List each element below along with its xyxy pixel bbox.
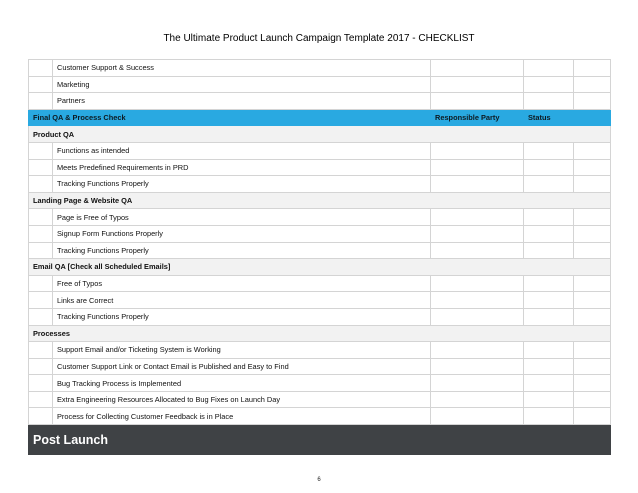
indent-cell	[29, 308, 53, 325]
status-cell[interactable]	[524, 342, 574, 359]
indent-cell	[29, 209, 53, 226]
responsible-cell[interactable]	[431, 60, 524, 77]
section-row	[29, 325, 611, 342]
responsible-cell[interactable]	[431, 76, 524, 93]
responsible-cell[interactable]	[431, 408, 524, 425]
table-row	[29, 408, 611, 425]
check-cell[interactable]	[574, 342, 611, 359]
indent-cell	[29, 176, 53, 193]
responsible-cell[interactable]	[431, 159, 524, 176]
indent-cell	[29, 159, 53, 176]
page-number: 6	[317, 477, 321, 483]
checklist-table	[28, 59, 611, 455]
check-cell[interactable]	[574, 391, 611, 408]
header-status: Status	[524, 109, 574, 126]
table-row	[29, 242, 611, 259]
list-item: Partners	[53, 93, 431, 110]
list-item: Extra Engineering Resources Allocated to Bug Fixes on Launch Day	[53, 391, 431, 408]
responsible-cell[interactable]	[431, 375, 524, 392]
table-row	[29, 275, 611, 292]
responsible-cell[interactable]	[431, 176, 524, 193]
table-row	[29, 292, 611, 309]
table-row	[29, 391, 611, 408]
table-row	[29, 76, 611, 93]
table-row	[29, 375, 611, 392]
responsible-cell[interactable]	[431, 308, 524, 325]
list-item: Links are Correct	[53, 292, 431, 309]
check-cell[interactable]	[574, 142, 611, 159]
responsible-cell[interactable]	[431, 209, 524, 226]
check-cell[interactable]	[574, 93, 611, 110]
table-row	[29, 60, 611, 77]
status-cell[interactable]	[524, 93, 574, 110]
status-cell[interactable]	[524, 76, 574, 93]
section-title: Processes	[29, 325, 611, 342]
check-cell[interactable]	[574, 375, 611, 392]
table-row	[29, 176, 611, 193]
indent-cell	[29, 342, 53, 359]
list-item: Meets Predefined Requirements in PRD	[53, 159, 431, 176]
header-label: Final QA & Process Check	[29, 109, 431, 126]
header-blank	[574, 109, 611, 126]
post-launch-row	[29, 425, 611, 455]
status-cell[interactable]	[524, 159, 574, 176]
responsible-cell[interactable]	[431, 142, 524, 159]
list-item: Marketing	[53, 76, 431, 93]
responsible-cell[interactable]	[431, 292, 524, 309]
list-item: Tracking Functions Properly	[53, 176, 431, 193]
status-cell[interactable]	[524, 375, 574, 392]
indent-cell	[29, 292, 53, 309]
indent-cell	[29, 60, 53, 77]
table-row	[29, 342, 611, 359]
check-cell[interactable]	[574, 358, 611, 375]
status-cell[interactable]	[524, 391, 574, 408]
responsible-cell[interactable]	[431, 275, 524, 292]
section-title: Landing Page & Website QA	[29, 192, 611, 209]
table-row	[29, 159, 611, 176]
indent-cell	[29, 142, 53, 159]
list-item: Free of Typos	[53, 275, 431, 292]
section-title: Email QA [Check all Scheduled Emails]	[29, 259, 611, 276]
check-cell[interactable]	[574, 275, 611, 292]
responsible-cell[interactable]	[431, 93, 524, 110]
status-cell[interactable]	[524, 242, 574, 259]
document-title: The Ultimate Product Launch Campaign Template 2017 - CHECKLIST	[163, 33, 475, 44]
table-row	[29, 209, 611, 226]
status-cell[interactable]	[524, 142, 574, 159]
list-item: Process for Collecting Customer Feedback is in Place	[53, 408, 431, 425]
indent-cell	[29, 375, 53, 392]
check-cell[interactable]	[574, 159, 611, 176]
indent-cell	[29, 391, 53, 408]
status-cell[interactable]	[524, 60, 574, 77]
status-cell[interactable]	[524, 225, 574, 242]
indent-cell	[29, 408, 53, 425]
list-item: Customer Support Link or Contact Email is Published and Easy to Find	[53, 358, 431, 375]
check-cell[interactable]	[574, 176, 611, 193]
section-row	[29, 192, 611, 209]
list-item: Signup Form Functions Properly	[53, 225, 431, 242]
list-item: Customer Support & Success	[53, 60, 431, 77]
indent-cell	[29, 76, 53, 93]
status-cell[interactable]	[524, 209, 574, 226]
responsible-cell[interactable]	[431, 242, 524, 259]
check-cell[interactable]	[574, 209, 611, 226]
responsible-cell[interactable]	[431, 225, 524, 242]
indent-cell	[29, 225, 53, 242]
list-item: Tracking Functions Properly	[53, 242, 431, 259]
table-row	[29, 93, 611, 110]
section-row	[29, 126, 611, 143]
list-item: Bug Tracking Process is Implemented	[53, 375, 431, 392]
section-row	[29, 259, 611, 276]
section-title: Product QA	[29, 126, 611, 143]
indent-cell	[29, 93, 53, 110]
table-row	[29, 358, 611, 375]
list-item: Page is Free of Typos	[53, 209, 431, 226]
list-item: Tracking Functions Properly	[53, 308, 431, 325]
status-cell[interactable]	[524, 176, 574, 193]
list-item: Support Email and/or Ticketing System is Working	[53, 342, 431, 359]
responsible-cell[interactable]	[431, 342, 524, 359]
post-launch-title: Post Launch	[29, 425, 611, 455]
check-cell[interactable]	[574, 308, 611, 325]
table-row	[29, 308, 611, 325]
status-cell[interactable]	[524, 408, 574, 425]
table-row	[29, 142, 611, 159]
indent-cell	[29, 275, 53, 292]
check-cell[interactable]	[574, 76, 611, 93]
list-item: Functions as intended	[53, 142, 431, 159]
indent-cell	[29, 358, 53, 375]
status-cell[interactable]	[524, 308, 574, 325]
table-row	[29, 225, 611, 242]
responsible-cell[interactable]	[431, 391, 524, 408]
header-responsible: Responsible Party	[431, 109, 524, 126]
check-cell[interactable]	[574, 242, 611, 259]
status-cell[interactable]	[524, 275, 574, 292]
status-cell[interactable]	[524, 292, 574, 309]
status-cell[interactable]	[524, 358, 574, 375]
check-cell[interactable]	[574, 408, 611, 425]
check-cell[interactable]	[574, 292, 611, 309]
indent-cell	[29, 242, 53, 259]
check-cell[interactable]	[574, 60, 611, 77]
check-cell[interactable]	[574, 225, 611, 242]
responsible-cell[interactable]	[431, 358, 524, 375]
header-row	[29, 109, 611, 126]
